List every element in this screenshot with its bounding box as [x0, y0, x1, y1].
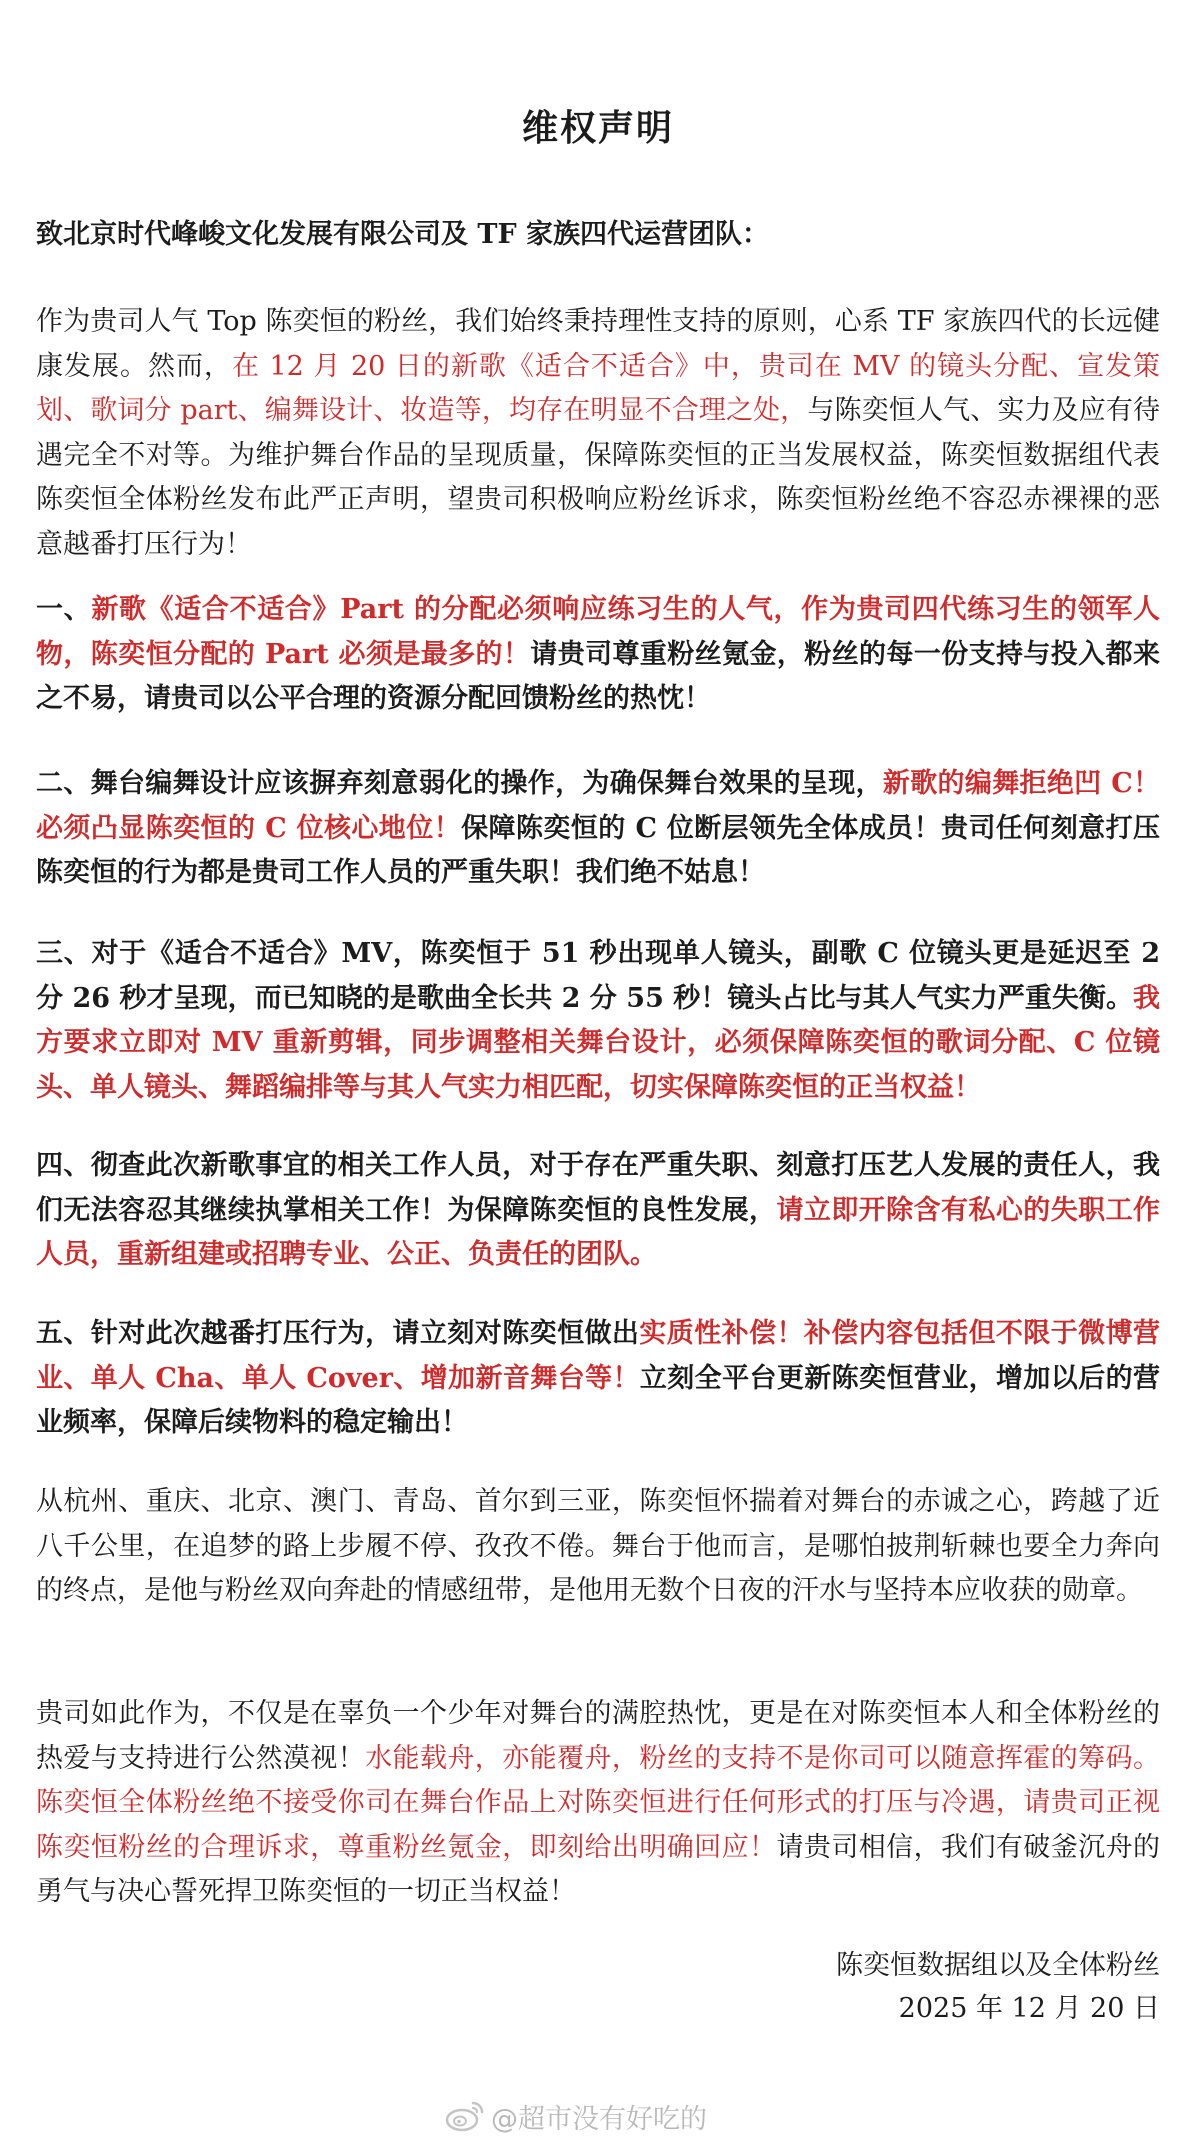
paragraph-point-3 [36, 932, 1160, 1110]
closing-text-1: 贵司如此作为，不仅是在辜负一个少年对舞台的满腔热忱，更是在对陈奕恒本人和全体粉丝的热爱与支持进行公然漠视！ [36, 1698, 1160, 1774]
point-3-text: 三、对于《适合不适合》MV，陈奕恒于 51 秒出现单人镜头，副歌 C 位镜头更是延迟至 2 分 26 秒才呈现，而已知晓的是歌曲全长共 2 分 55 秒！镜头占比与其人气实力严重失衡。 [36, 938, 1160, 1014]
signature-date: 2025 年 12 月 20 日 [898, 1993, 1160, 2024]
paragraph-point-2 [36, 762, 1160, 896]
point-4-text: 四、彻查此次新歌事宜的相关工作人员，对于存在严重失职、刻意打压艺人发展的责任人，我们无法容忍其继续执掌相关工作！为保障陈奕恒的良性发展， [36, 1150, 1160, 1226]
closing-text-2: 请贵司相信，我们有破釜沉舟的勇气与决心誓死捍卫陈奕恒的一切正当权益！ [36, 1831, 1161, 1907]
point-1-text: 请贵司尊重粉丝氪金，粉丝的每一份支持与投入都来之不易，请贵司以公平合理的资源分配回馈粉丝的热忱！ [36, 638, 1160, 714]
salutation: 致北京时代峰峻文化发展有限公司及 TF 家族四代运营团队： [36, 219, 770, 250]
intro-text-2: 与陈奕恒人气、实力及应有待遇完全不对等。为维护舞台作品的呈现质量，保障陈奕恒的正当发展权益，陈奕恒数据组代表陈奕恒全体粉丝发布此严正声明，望贵司积极响应粉丝诉求，陈奕恒粉丝绝不容忍赤裸裸的恶意越番打压行为！ [36, 395, 1160, 560]
point-5-highlight: 实质性补偿！补偿内容包括但不限于微博营业、单人 Cha、单人 Cover、增加新音舞台等！ [36, 1318, 1161, 1394]
point-3-highlight: 我方要求立即对 MV 重新剪辑，同步调整相关舞台设计，必须保障陈奕恒的歌词分配、C 位镜头、单人镜头、舞蹈编排等与其人气实力相匹配，切实保障陈奕恒的正当权益！ [36, 982, 1160, 1103]
point-2-text-1: 二、舞台编舞设计应该摒弃刻意弱化的操作，为确保舞台效果的呈现， [36, 768, 883, 799]
signature-org: 陈奕恒数据组以及全体粉丝 [836, 1950, 1160, 1981]
closing-highlight: 水能载舟，亦能覆舟，粉丝的支持不是你司可以随意挥霍的筹码。陈奕恒全体粉丝绝不接受你司在舞台作品上对陈奕恒进行任何形式的打压与冷遇，请贵司正视陈奕恒粉丝的合理诉求，尊重粉丝氪金，即刻给出明确回应！ [36, 1742, 1161, 1863]
point-1-number: 一、 [36, 594, 92, 625]
weibo-icon [445, 2099, 485, 2133]
watermark-text: @超市没有好吃的 [491, 2103, 707, 2135]
point-5-text-2: 立刻全平台更新陈奕恒营业，增加以后的营业频率，保障后续物料的稳定输出！ [36, 1362, 1160, 1438]
paragraph-point-5 [36, 1312, 1160, 1446]
point-1-highlight: 新歌《适合不适合》Part 的分配必须响应练习生的人气，作为贵司四代练习生的领军人物，陈奕恒分配的 Part 必须是最多的！ [36, 594, 1161, 670]
paragraph-closing [36, 1692, 1160, 1915]
paragraph-point-4 [36, 1144, 1160, 1278]
watermark [445, 2096, 707, 2136]
intro-text-highlight: 在 12 月 20 日的新歌《适合不适合》中，贵司在 MV 的镜头分配、宣发策划、歌词分 part、编舞设计、妆造等，均存在明显不合理之处， [36, 350, 1160, 426]
point-4-highlight: 请立即开除含有私心的失职工作人员，重新组建或招聘专业、公正、负责任的团队。 [36, 1194, 1161, 1270]
paragraph-journey: 从杭州、重庆、北京、澳门、青岛、首尔到三亚，陈奕恒怀揣着对舞台的赤诚之心，跨越了近八千公里，在追梦的路上步履不停、孜孜不倦。舞台于他而言，是哪怕披荆斩棘也要全力奔向的终点，是他与粉丝双向奔赴的情感纽带，是他用无数个日夜的汗水与坚持本应收获的勋章。 [36, 1486, 1160, 1606]
paragraph-point-1 [36, 588, 1160, 722]
intro-text-1: 作为贵司人气 Top 陈奕恒的粉丝，我们始终秉持理性支持的原则，心系 TF 家族四代的长远健康发展。然而， [36, 306, 1160, 382]
page-title: 维权声明 [521, 108, 674, 149]
point-5-text-1: 五、针对此次越番打压行为，请立刻对陈奕恒做出 [36, 1318, 640, 1349]
point-2-text-2: 保障陈奕恒的 C 位断层领先全体成员！贵司任何刻意打压陈奕恒的行为都是贵司工作人员的严重失职！我们绝不姑息！ [36, 812, 1160, 888]
point-2-highlight: 新歌的编舞拒绝凹 C！必须凸显陈奕恒的 C 位核心地位！ [36, 768, 1161, 844]
paragraph-intro [36, 300, 1160, 567]
